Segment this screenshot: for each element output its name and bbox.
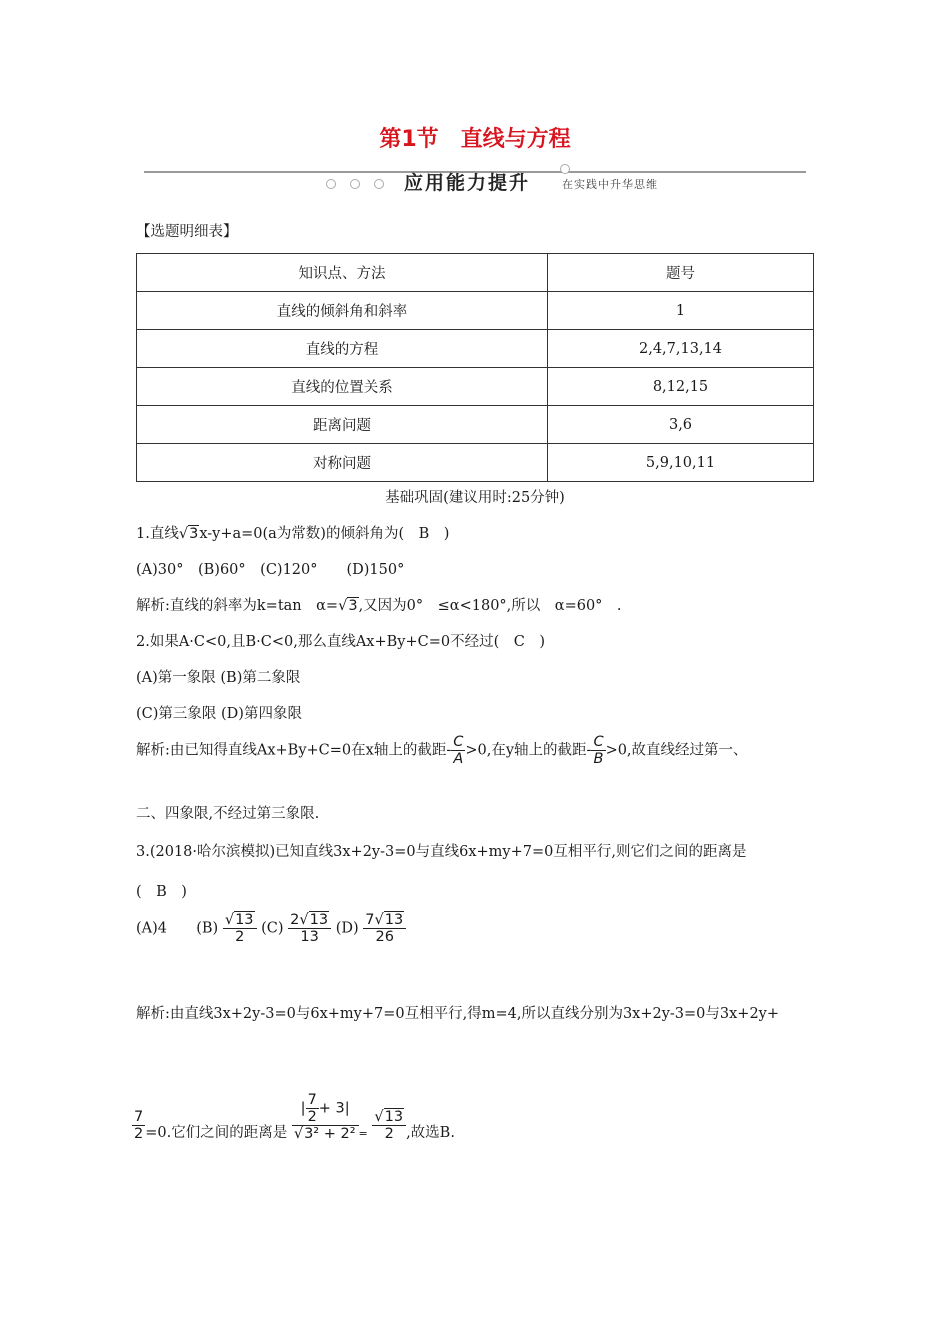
table-header-cell: 知识点、方法 [137, 254, 548, 292]
sqrt-expression: √3 [338, 598, 358, 614]
table-caption: 【选题明细表】 [136, 224, 238, 240]
distance-formula [292, 1092, 359, 1142]
table-cell-topic: 直线的方程 [137, 330, 548, 368]
question-2-options: (A)第一象限 (B)第二象限 [136, 670, 301, 686]
fraction-denominator: 2 [307, 1109, 317, 1125]
section-banner [144, 166, 806, 196]
table-header-row [137, 254, 814, 292]
distance-numerator [292, 1092, 359, 1126]
question-1-solution [136, 594, 622, 615]
section-label: 基础巩固(建议用时:25分钟) [385, 490, 565, 506]
fraction-denominator: 2 [235, 929, 245, 945]
fraction-denominator: 26 [375, 929, 394, 945]
option-b-label: (B) [196, 920, 219, 937]
question-3-answer: ( B ) [136, 884, 187, 900]
distance-denominator: √3² + 2² [293, 1126, 356, 1142]
fraction-numerator: C [453, 734, 464, 750]
radicand: 13 [309, 912, 329, 928]
q1-solution-text: 解析:直线的斜率为k=tan α= [136, 598, 339, 614]
table-cell-numbers: 3,6 [548, 406, 814, 444]
table-cell-numbers: 5,9,10,11 [548, 444, 814, 482]
question-1-stem [136, 522, 449, 543]
table-header-cell: 题号 [548, 254, 814, 292]
fraction-denominator: 2 [134, 1126, 144, 1142]
q3-solution-text: =0.它们之间的距离是 [145, 1125, 288, 1141]
table-row [137, 406, 814, 444]
table-row [137, 368, 814, 406]
q1-stem-text: 1.直线 [136, 526, 179, 542]
result-fraction: $\frac{√13}{2}$ [372, 1109, 406, 1142]
option-d-label: (D) [335, 920, 359, 937]
question-3-solution-cont [132, 1092, 455, 1142]
banner-dot-icon [326, 179, 336, 189]
fraction-numerator: C [593, 734, 604, 750]
abs-bar: | [300, 1100, 306, 1117]
banner-dot-icon [374, 179, 384, 189]
radicand: 13 [384, 912, 404, 928]
fraction-denominator: 13 [300, 929, 319, 945]
radicand: 3 [348, 598, 358, 614]
table-cell-topic: 对称问题 [137, 444, 548, 482]
fraction-denominator: A [453, 751, 464, 767]
question-3-options [136, 912, 406, 945]
question-3-solution: 解析:由直线3x+2y-3=0与6x+my+7=0互相平行,得m=4,所以直线分别为3x+2y-3=0与3x+2y+ [136, 1006, 780, 1022]
question-3-stem: 3.(2018·哈尔滨模拟)已知直线3x+2y-3=0与直线6x+my+7=0互相平行,则它们之间的距离是 [136, 844, 747, 860]
banner-subheading: 在实践中升华思维 [562, 178, 658, 191]
q1-stem-text: x-y+a=0(a为常数)的倾斜角为( B ) [199, 526, 450, 542]
page-title: 第1节 直线与方程 [379, 127, 571, 152]
fraction-seven-halves [132, 1109, 145, 1142]
banner-dot-icon [560, 164, 570, 174]
banner-dot-icon [350, 179, 360, 189]
q2-solution-text: >0,在y轴上的截距- [465, 742, 592, 759]
fraction-c-over-b [591, 734, 605, 767]
question-2-stem: 2.如果A·C<0,且B·C<0,那么直线Ax+By+C=0不经过( C ) [136, 634, 546, 650]
sqrt-expression: √3 [178, 526, 199, 542]
fraction-numerator: 7 [307, 1092, 317, 1108]
q1-solution-text: ,又因为0° ≤α<180°,所以 α=60° . [358, 598, 622, 614]
fraction-seven-halves [306, 1092, 319, 1125]
topic-table [136, 253, 814, 482]
radicand: 13 [235, 912, 254, 928]
option-c-label: (C) [261, 920, 284, 937]
q2-solution-text: 解析:由已知得直线Ax+By+C=0在x轴上的截距- [136, 742, 452, 759]
table-cell-topic: 直线的位置关系 [137, 368, 548, 406]
fraction-denominator: B [593, 751, 604, 767]
question-1-options: (A)30° (B)60° (C)120° (D)150° [136, 562, 405, 578]
option-d-fraction: $\frac{7√13}{26}$ [363, 912, 406, 945]
option-c-fraction: $\frac{2√13}{13}$ [288, 912, 331, 945]
table-row [137, 292, 814, 330]
option-a: (A)4 [136, 920, 168, 937]
fraction-numerator: 7 [134, 1109, 144, 1125]
numerator-tail: + 3| [318, 1100, 350, 1117]
q2-solution-text: >0,故直线经过第一、 [605, 742, 748, 759]
question-2-options: (C)第三象限 (D)第四象限 [136, 706, 302, 722]
table-row [137, 444, 814, 482]
q3-solution-text: ,故选B. [406, 1125, 455, 1141]
table-cell-topic: 距离问题 [137, 406, 548, 444]
question-2-solution [136, 734, 748, 767]
radicand: 13 [384, 1109, 404, 1125]
fraction-c-over-a [451, 734, 465, 767]
banner-heading: 应用能力提升 [404, 172, 531, 194]
table-cell-numbers: 2,4,7,13,14 [548, 330, 814, 368]
table-cell-numbers: 1 [548, 292, 814, 330]
table-cell-topic: 直线的倾斜角和斜率 [137, 292, 548, 330]
fraction-denominator: 2 [384, 1126, 394, 1142]
table-row [137, 330, 814, 368]
equals-sign: = [358, 1127, 368, 1140]
coefficient: 7 [365, 912, 375, 928]
radicand: 3 [189, 526, 199, 542]
table-cell-numbers: 8,12,15 [548, 368, 814, 406]
coefficient: 2 [290, 912, 300, 928]
radicand: 3² + 2² [304, 1126, 356, 1142]
option-b-fraction: $\frac{√13}{2}$ [223, 912, 257, 945]
question-2-solution-cont: 二、四象限,不经过第三象限. [136, 806, 320, 822]
